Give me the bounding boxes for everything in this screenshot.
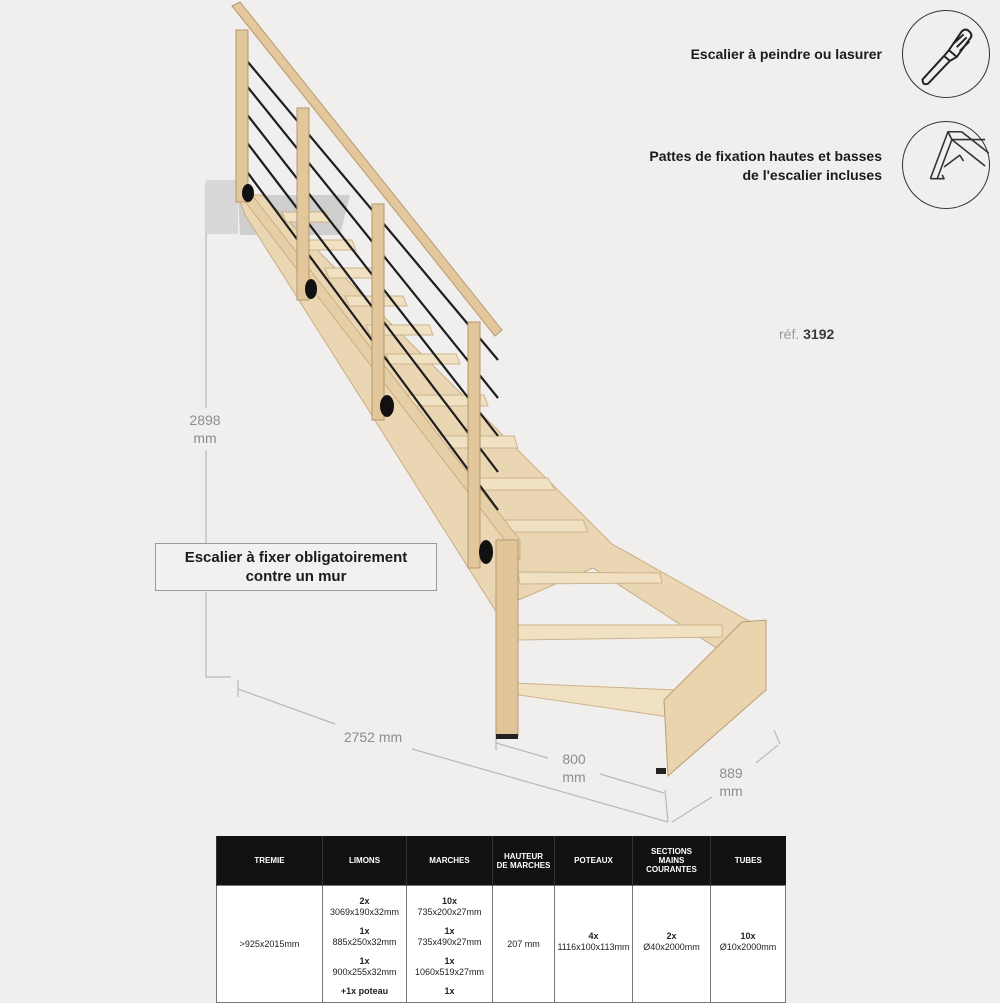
foot-bracket-left	[496, 734, 518, 739]
header-tremie: TREMIE	[217, 836, 323, 886]
header-marches: MARCHES	[407, 836, 493, 886]
header-poteaux: POTEAUX	[555, 836, 633, 886]
cell-hauteur: 207 mm	[493, 886, 555, 1003]
specifications-table	[216, 836, 786, 1003]
cell-tubes: 10x Ø10x2000mm	[711, 886, 786, 1003]
cell-mains: 2x Ø40x2000mm	[633, 886, 711, 1003]
header-hauteur: HAUTEUR DE MARCHES	[493, 836, 555, 886]
length-dimension	[335, 728, 411, 746]
wall-block	[206, 180, 238, 234]
header-limons: LIMONS	[323, 836, 407, 886]
depth-value: 889	[719, 765, 743, 781]
reference-label: réf.	[779, 326, 800, 342]
newel-post	[496, 540, 518, 736]
callout-line2: contre un mur	[245, 568, 347, 585]
feature-brackets-line2: de l'escalier incluses	[742, 167, 882, 183]
wall-mount-callout	[155, 543, 437, 591]
cell-tremie: >925x2015mm	[217, 886, 323, 1003]
header-tubes: TUBES	[711, 836, 786, 886]
foot-bracket-right	[656, 768, 666, 774]
step-width-dimension	[548, 750, 600, 786]
step-width-unit: mm	[562, 769, 586, 785]
header-mains: SECTIONS MAINS COURANTES	[633, 836, 711, 886]
cell-poteaux: 4x 1116x100x113mm	[555, 886, 633, 1003]
depth-dimension	[708, 764, 754, 800]
feature-paint-text: Escalier à peindre ou lasurer	[690, 46, 882, 62]
step-width-value: 800	[562, 751, 586, 767]
callout-line1: Escalier à fixer obligatoirement	[184, 549, 408, 566]
cell-marches: 10x 735x200x27mm 1x 735x490x27mm 1x 1060x519x27mm 1x	[407, 886, 493, 1003]
depth-unit: mm	[719, 783, 743, 799]
table-header-row	[217, 836, 786, 886]
feature-brackets-line1: Pattes de fixation hautes et basses	[649, 148, 882, 164]
cell-limons: 2x 3069x190x32mm 1x 885x250x32mm 1x 900x255x32mm +1x poteau	[323, 886, 407, 1003]
height-dimension	[180, 411, 230, 447]
length-value: 2752 mm	[343, 729, 403, 745]
table-row	[217, 886, 786, 1003]
reference-number: 3192	[803, 326, 835, 342]
height-value: 2898	[189, 412, 221, 428]
height-unit: mm	[193, 430, 217, 446]
handrail	[232, 2, 502, 336]
